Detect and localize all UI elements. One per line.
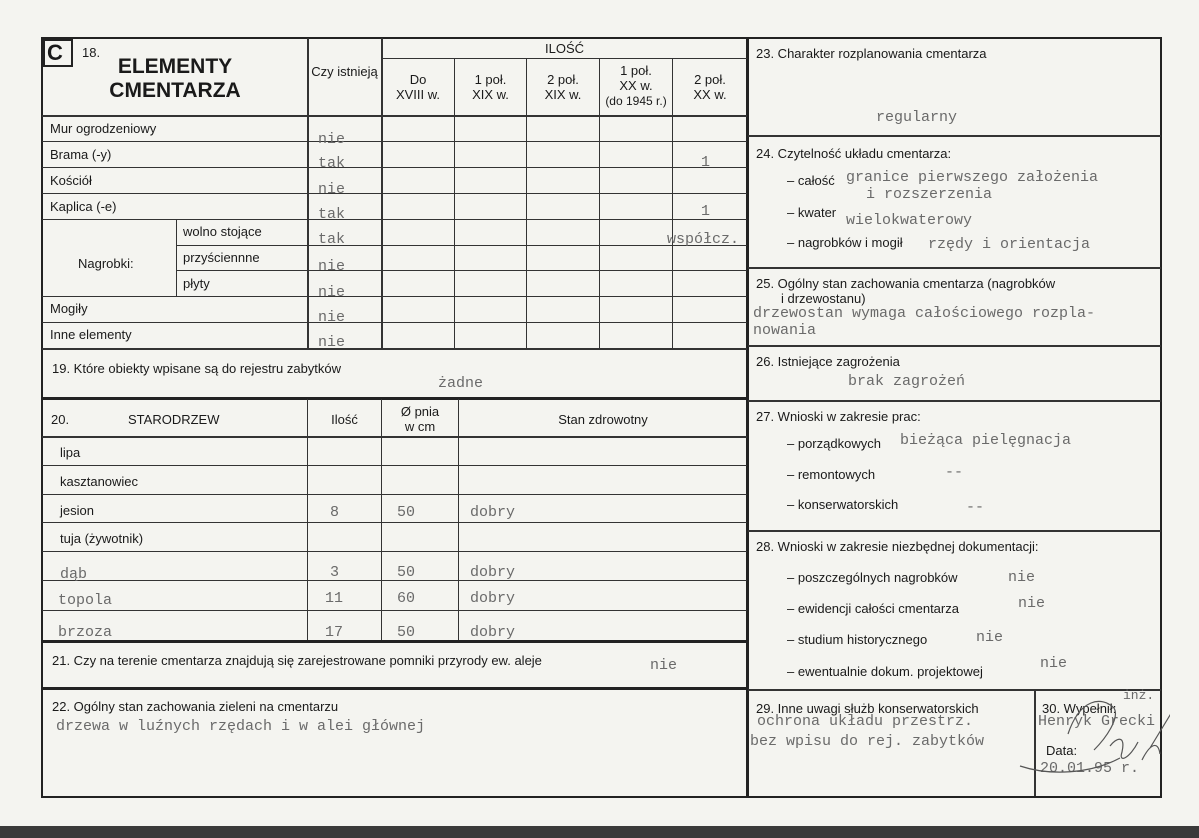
section-26-value: brak zagrożeń	[848, 373, 966, 390]
section-19-label: 19. Które obiekty wpisane są do rejestru zabytków	[52, 361, 342, 376]
filler-title: inż.	[1123, 688, 1155, 703]
row-label: Mogiły	[50, 301, 88, 316]
section-20-number: 20.	[51, 412, 70, 427]
col-ilosc-header: ILOŚĆ	[544, 41, 584, 56]
period-header-2: 2 poł. XIX w.	[544, 72, 582, 102]
row-line	[42, 193, 747, 194]
section-25-label-2: i drzewostanu)	[781, 291, 866, 306]
section-26-label: 26. Istniejące zagrożenia	[756, 354, 900, 369]
section-divider	[748, 400, 1161, 402]
col-exists-header: Czy istnieją	[311, 64, 378, 79]
filler-name: Henryk Grecki	[1038, 714, 1156, 730]
section-divider	[748, 267, 1161, 269]
section-29-value: ochrona układu przestrz.	[757, 713, 974, 730]
nagrobki-label: Nagrobki:	[78, 256, 134, 271]
row-label: Kościół	[50, 173, 92, 188]
row-label: Mur ogrodzeniowy	[50, 121, 157, 136]
row-line	[42, 141, 747, 142]
exists-value: tak	[318, 231, 346, 248]
period-value: współcz.	[667, 232, 740, 248]
col-count-header: Ilość	[331, 412, 358, 427]
section-24-label: 24. Czytelność układu cmentarza:	[756, 146, 952, 161]
tree-health: dobry	[470, 504, 516, 521]
whole-value-2: i rozszerzenia	[866, 186, 993, 203]
section-20-title: STARODRZEW	[128, 412, 220, 427]
section-23-value: regularny	[876, 109, 958, 126]
tree-name: lipa	[60, 445, 81, 460]
period-header-1: 1 poł. XIX w.	[472, 72, 509, 102]
section-23-label: 23. Charakter rozplanowania cmentarza	[756, 46, 987, 61]
period-header-3: 1 poł. XX w. (do 1945 r.)	[605, 63, 667, 108]
section-22-value: drzewa w luźnych rzędach i w alei głównej	[56, 718, 426, 735]
row-label: płyty	[183, 276, 210, 291]
exists-value: tak	[318, 155, 346, 172]
section-18-bottom-line	[42, 348, 747, 350]
tree-name: tuja (żywotnik)	[60, 531, 144, 546]
row-line	[176, 245, 747, 246]
section-18-number: 18.	[82, 45, 101, 60]
row-line	[42, 551, 747, 552]
works-item-value: bieżąca pielęgnacja	[900, 432, 1072, 449]
doc-item-label: – ewidencji całości cmentarza	[787, 601, 959, 616]
tree-diam: 50	[397, 504, 416, 521]
exists-value: nie	[318, 181, 346, 198]
section-25-label: 25. Ogólny stan zachowania cmentarza (nagrobków	[756, 276, 1056, 291]
graves-label: – nagrobków i mogił	[787, 235, 903, 250]
quarters-label: – kwater	[787, 205, 837, 220]
row-line	[42, 322, 747, 323]
tree-diam: 60	[397, 590, 416, 607]
tree-count: 17	[325, 625, 344, 639]
section-letter: C	[47, 40, 63, 65]
doc-item-label: – studium historycznego	[787, 632, 928, 647]
tree-name: kasztanowiec	[60, 474, 139, 489]
section-25-value: drzewostan wymaga całościowego rozpla-	[753, 305, 1096, 322]
section-30-label: 30. Wypełnił:	[1042, 701, 1117, 716]
section-21-value: nie	[650, 657, 678, 674]
tree-diam: 50	[397, 564, 416, 581]
row-line	[42, 219, 747, 220]
row-line	[42, 610, 747, 611]
ilosc-divider	[382, 58, 747, 59]
doc-item-label: – poszczególnych nagrobków	[787, 570, 958, 585]
tree-name: dąb	[60, 566, 88, 583]
tree-count: 8	[330, 504, 340, 521]
exists-value: nie	[318, 258, 346, 275]
section-19-value: żadne	[438, 375, 484, 392]
works-item-value: --	[966, 499, 985, 516]
filled-date: 20.01.95 r.	[1040, 760, 1140, 777]
period-value: 1	[701, 203, 711, 220]
row-line	[42, 580, 747, 581]
doc-item-value: nie	[976, 629, 1004, 646]
row-line	[42, 296, 747, 297]
tree-count: 3	[330, 564, 340, 581]
signature-mark	[1010, 688, 1170, 798]
tree-health: dobry	[470, 564, 516, 581]
row-line	[42, 494, 747, 495]
tree-name: topola	[58, 592, 113, 609]
works-item-value: --	[945, 464, 964, 481]
tree-name: brzoza	[58, 625, 113, 639]
period-header-0: Do XVIII w.	[395, 72, 441, 102]
works-item-label: – remontowych	[787, 467, 876, 482]
period-value: 1	[701, 154, 711, 171]
scan-bottom-edge	[0, 826, 1199, 838]
tree-health: dobry	[470, 590, 516, 607]
section-divider	[748, 530, 1161, 532]
section-18-title-line2: CMENTARZA	[109, 79, 241, 102]
row-label: Kaplica (-e)	[50, 199, 117, 214]
row-label: przyściennne	[183, 250, 260, 265]
exists-value: nie	[318, 284, 346, 301]
works-item-label: – porządkowych	[787, 436, 881, 451]
row-line	[176, 270, 747, 271]
nagrobki-divider	[176, 219, 177, 296]
date-label: Data:	[1046, 743, 1078, 758]
whole-label: – całość	[787, 173, 835, 188]
tree-count: 11	[325, 590, 344, 607]
doc-item-value: nie	[1018, 595, 1046, 612]
row-label: Inne elementy	[50, 327, 132, 342]
whole-value: granice pierwszego założenia	[846, 169, 1099, 186]
section-27-label: 27. Wnioski w zakresie prac:	[756, 409, 921, 424]
period-header-4: 2 poł. XX w.	[693, 72, 727, 102]
row-line	[42, 465, 747, 466]
col-diam-header: Ø pnia w cm	[400, 404, 440, 434]
tree-diam: 50	[397, 625, 416, 639]
section-29-value-2: bez wpisu do rej. zabytków	[750, 734, 985, 750]
exists-value: nie	[318, 309, 346, 326]
exists-value: nie	[318, 334, 346, 351]
section-28-label: 28. Wnioski w zakresie niezbędnej dokumentacji:	[756, 539, 1039, 554]
row-line	[42, 522, 747, 523]
exists-value: nie	[318, 131, 346, 148]
section-18-title-line1: ELEMENTY	[117, 55, 233, 78]
row-line	[42, 436, 747, 438]
exists-value: tak	[318, 206, 346, 223]
section-22-label: 22. Ogólny stan zachowania zieleni na cmentarzu	[52, 699, 339, 714]
works-item-label: – konserwatorskich	[787, 497, 899, 512]
row-label: wolno stojące	[183, 224, 262, 239]
col-health-header: Stan zdrowotny	[558, 412, 648, 427]
section-divider	[748, 345, 1161, 347]
section-divider	[748, 135, 1161, 137]
section-25-value-2: nowania	[753, 322, 817, 339]
section-20-frame	[41, 398, 748, 642]
row-label: Brama (-y)	[50, 147, 112, 162]
tree-health: dobry	[470, 625, 516, 639]
quarters-value: wielokwaterowy	[846, 212, 973, 229]
header-bottom-line	[42, 115, 747, 117]
section-21-label: 21. Czy na terenie cmentarza znajdują się zarejestrowane pomniki przyrody ew. aleje	[52, 653, 542, 668]
doc-item-label: – ewentualnie dokum. projektowej	[787, 664, 983, 679]
doc-item-value: nie	[1008, 569, 1036, 586]
doc-item-value: nie	[1040, 655, 1068, 672]
section-29-label: 29. Inne uwagi służb konserwatorskich	[756, 701, 979, 716]
row-line	[42, 167, 747, 168]
tree-name: jesion	[60, 503, 94, 518]
graves-value: rzędy i orientacja	[928, 236, 1091, 253]
